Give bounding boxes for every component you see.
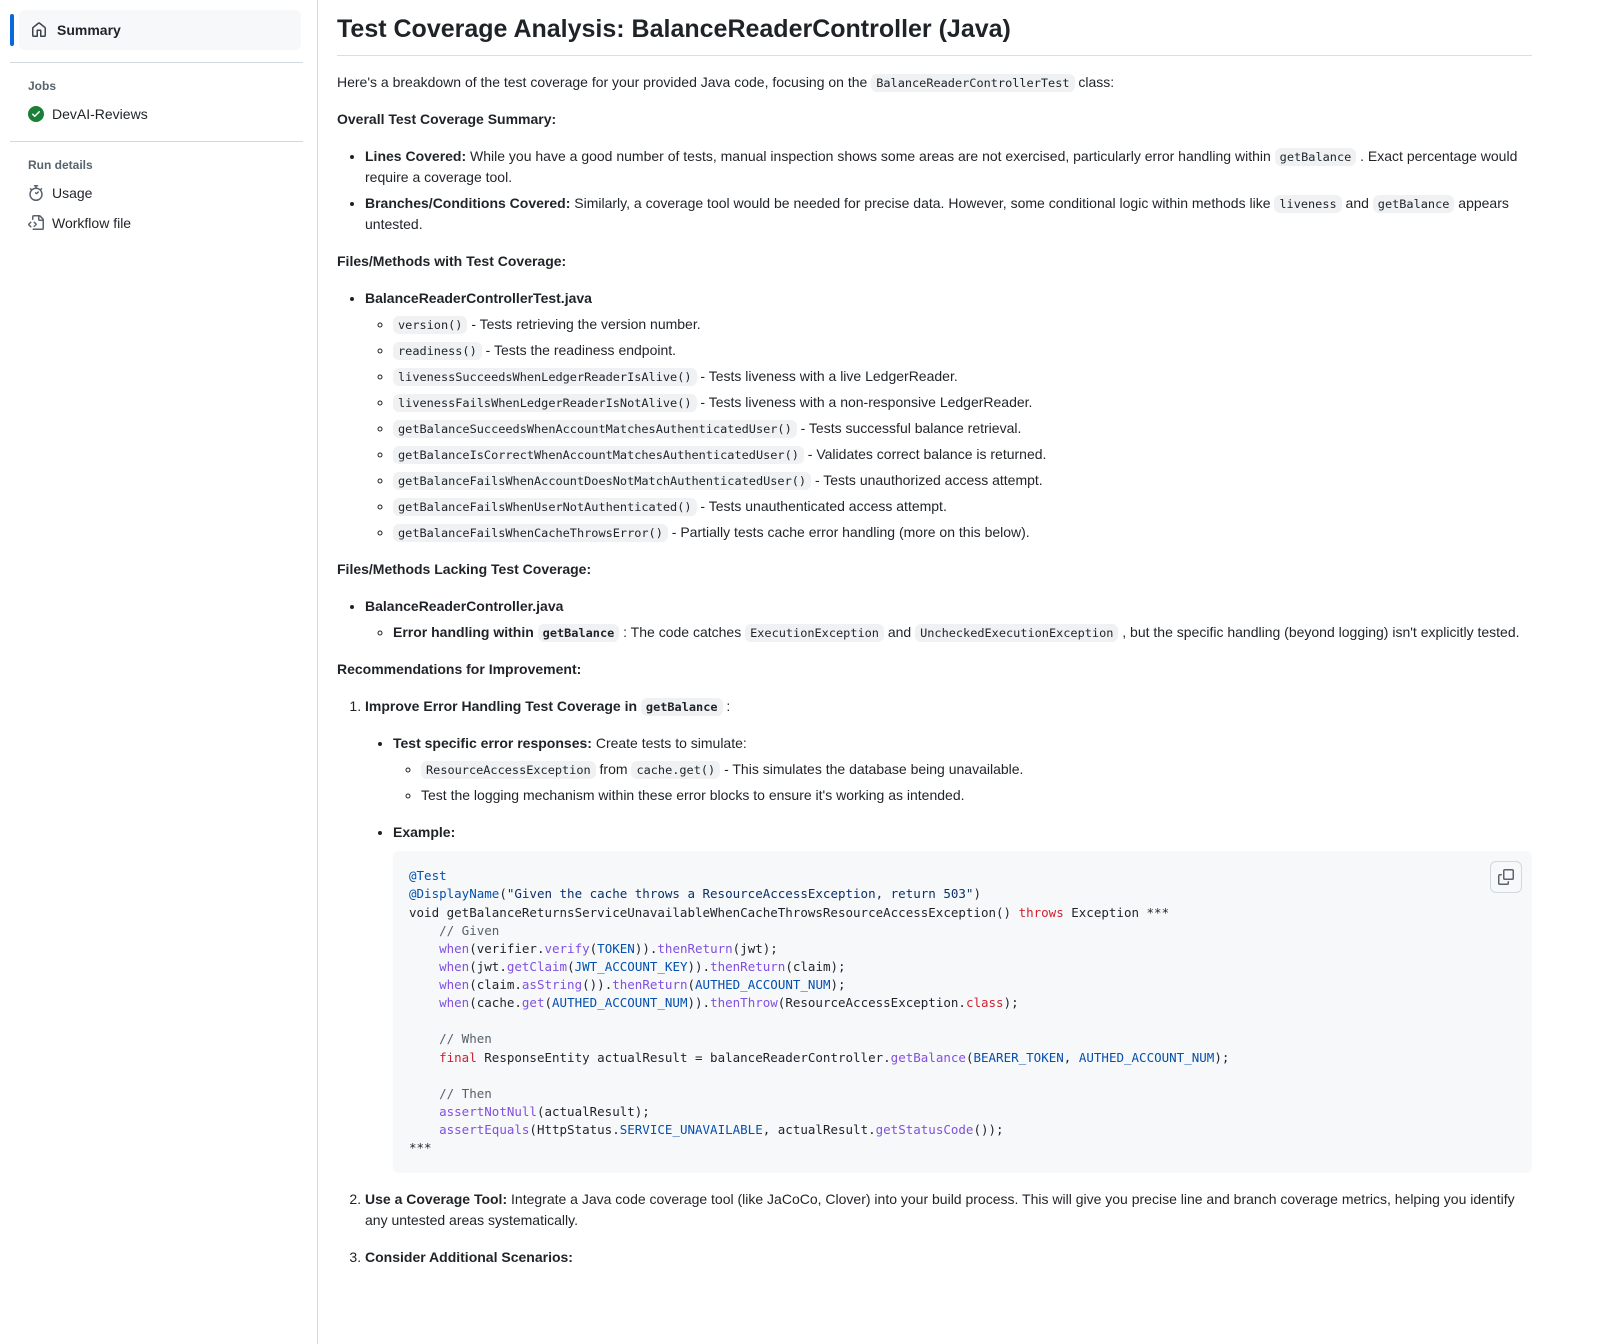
list-item: ◦ Error handling within getBalance : The code catches ExecutionException and UncheckedExecutionException , but the specific handling (beyond logging) isn't explicitly tested. [393, 622, 1532, 643]
recommendations-heading: Recommendations for Improvement: [337, 661, 582, 678]
overall-summary-heading: Overall Test Coverage Summary: [337, 111, 557, 128]
stopwatch-icon [28, 185, 44, 201]
list-item: ◦ ResourceAccessException from cache.get() - This simulates the database being unavailable. [421, 759, 1532, 780]
list-item: ◦ livenessFailsWhenLedgerReaderIsNotAlive() - Tests liveness with a non-responsive LedgerReader. [393, 392, 1532, 413]
error-responses-list [393, 759, 1532, 806]
list-item: ◦ getBalanceSucceedsWhenAccountMatchesAuthenticatedUser() - Tests successful balance retrieval. [393, 418, 1532, 439]
lacking-sublist [365, 622, 1532, 643]
recommendation-item-3: 3. Consider Additional Scenarios: [365, 1247, 1532, 1268]
list-item: ◦ Test the logging mechanism within these error blocks to ensure it's working as intended. [421, 785, 1532, 806]
recommendation-1-title: 1. Improve Error Handling Test Coverage in getBalance : [365, 698, 731, 715]
summary-content [318, 0, 1600, 1344]
overall-summary-list [337, 146, 1532, 235]
list-item [365, 596, 1532, 643]
covered-methods-list [365, 314, 1532, 543]
list-item: ◦ readiness() - Tests the readiness endpoint. [393, 340, 1532, 361]
list-item: ◦ getBalanceFailsWhenUserNotAuthenticated() - Tests unauthenticated access attempt. [393, 496, 1532, 517]
usage-label: Usage [52, 185, 93, 201]
active-accent-bar [10, 14, 14, 46]
list-item: • Lines Covered: While you have a good number of tests, manual inspection shows some areas are not exercised, particularly error handling within getBalance . Exact percentage would require a coverage tool. [365, 146, 1532, 188]
home-icon [31, 22, 47, 38]
list-item: ◦ getBalanceFailsWhenCacheThrowsError() - Partially tests cache error handling (more on this below). [393, 522, 1532, 543]
sidebar-item-summary[interactable] [10, 10, 301, 50]
list-item: ◦ livenessSucceedsWhenLedgerReaderIsAlive() - Tests liveness with a live LedgerReader. [393, 366, 1532, 387]
copy-code-button[interactable] [1490, 861, 1522, 893]
copy-icon [1498, 869, 1514, 885]
lacking-heading: Files/Methods Lacking Test Coverage: [337, 561, 592, 578]
check-circle-icon [28, 106, 44, 122]
sidebar-job-devai-reviews[interactable] [0, 99, 317, 129]
recommendations-list [337, 696, 1532, 1268]
job-label: DevAI-Reviews [52, 106, 148, 122]
run-details-section-header: Run details [28, 158, 93, 172]
lacking-file-name: BalanceReaderController.java [365, 598, 564, 615]
workflow-file-label: Workflow file [52, 215, 132, 231]
list-item: ◦ getBalanceFailsWhenAccountDoesNotMatchAuthenticatedUser() - Tests unauthorized access attempt. [393, 470, 1532, 491]
file-code-icon [28, 215, 44, 231]
covered-heading: Files/Methods with Test Coverage: [337, 253, 567, 270]
list-item: ◦ getBalanceIsCorrectWhenAccountMatchesAuthenticatedUser() - Validates correct balance is returned. [393, 444, 1532, 465]
jobs-section-header: Jobs [28, 79, 57, 93]
lacking-list [337, 596, 1532, 643]
list-item: • Branches/Conditions Covered: Similarly, a coverage tool would be needed for precise data. However, some conditional logic within methods like liveness and getBalance appears untested. [365, 193, 1532, 235]
intro-paragraph: Here's a breakdown of the test coverage for your provided Java code, focusing on the BalanceReaderControllerTest class: [337, 74, 1115, 91]
example-code-block [393, 851, 1532, 1173]
java-code: @Test @DisplayName("Given the cache throws a ResourceAccessException, return 503") void getBalanceReturnsServiceUnavailableWhenCacheThrowsResourceAccessException() throws Exception *** // Given when(verifier.verify(TOKEN)).thenReturn(jwt); when(jwt.getClaim(JWT_ACCOUNT_KEY)).thenReturn(claim); when(claim.asString()).thenReturn(AUTHED_ACCOUNT_NUM); when(cache.get(AUTHED_ACCOUNT_NUM)).thenThrow(ResourceAccessException.class); // When final ResponseEntity actualResult = balanceReaderController.getBalance(BEARER_TOKEN, AUTHED_ACCOUNT_NUM); // Then assertNotNull(actualResult); assertEquals(HttpStatus.SERVICE_UNAVAILABLE, actualResult.getStatusCode()); *** [409, 868, 1230, 1156]
recommendation-item-2: 2. Use a Coverage Tool: Integrate a Java code coverage tool (like JaCoCo, Clover) into your build process. This will give you precise line and branch coverage metrics, helping you identify any untested areas systematically. [365, 1189, 1532, 1231]
covered-file-name: BalanceReaderControllerTest.java [365, 290, 592, 307]
recommendation-1-sublist [365, 733, 1532, 1173]
sidebar-summary-label: Summary [57, 22, 121, 38]
page-title: Test Coverage Analysis: BalanceReaderController (Java) [337, 14, 1532, 56]
sidebar-item-usage[interactable] [0, 178, 317, 208]
list-item [393, 822, 1532, 1173]
run-sidebar [0, 0, 318, 1344]
recommendation-item-1 [365, 696, 1532, 1173]
covered-list [337, 288, 1532, 543]
list-item: ◦ version() - Tests retrieving the version number. [393, 314, 1532, 335]
example-label: • Example: [393, 824, 456, 841]
error-responses-lead: • Test specific error responses: Create tests to simulate: [393, 735, 747, 752]
list-item [365, 288, 1532, 543]
list-item [393, 733, 1532, 806]
sidebar-item-workflow-file[interactable] [0, 208, 317, 238]
